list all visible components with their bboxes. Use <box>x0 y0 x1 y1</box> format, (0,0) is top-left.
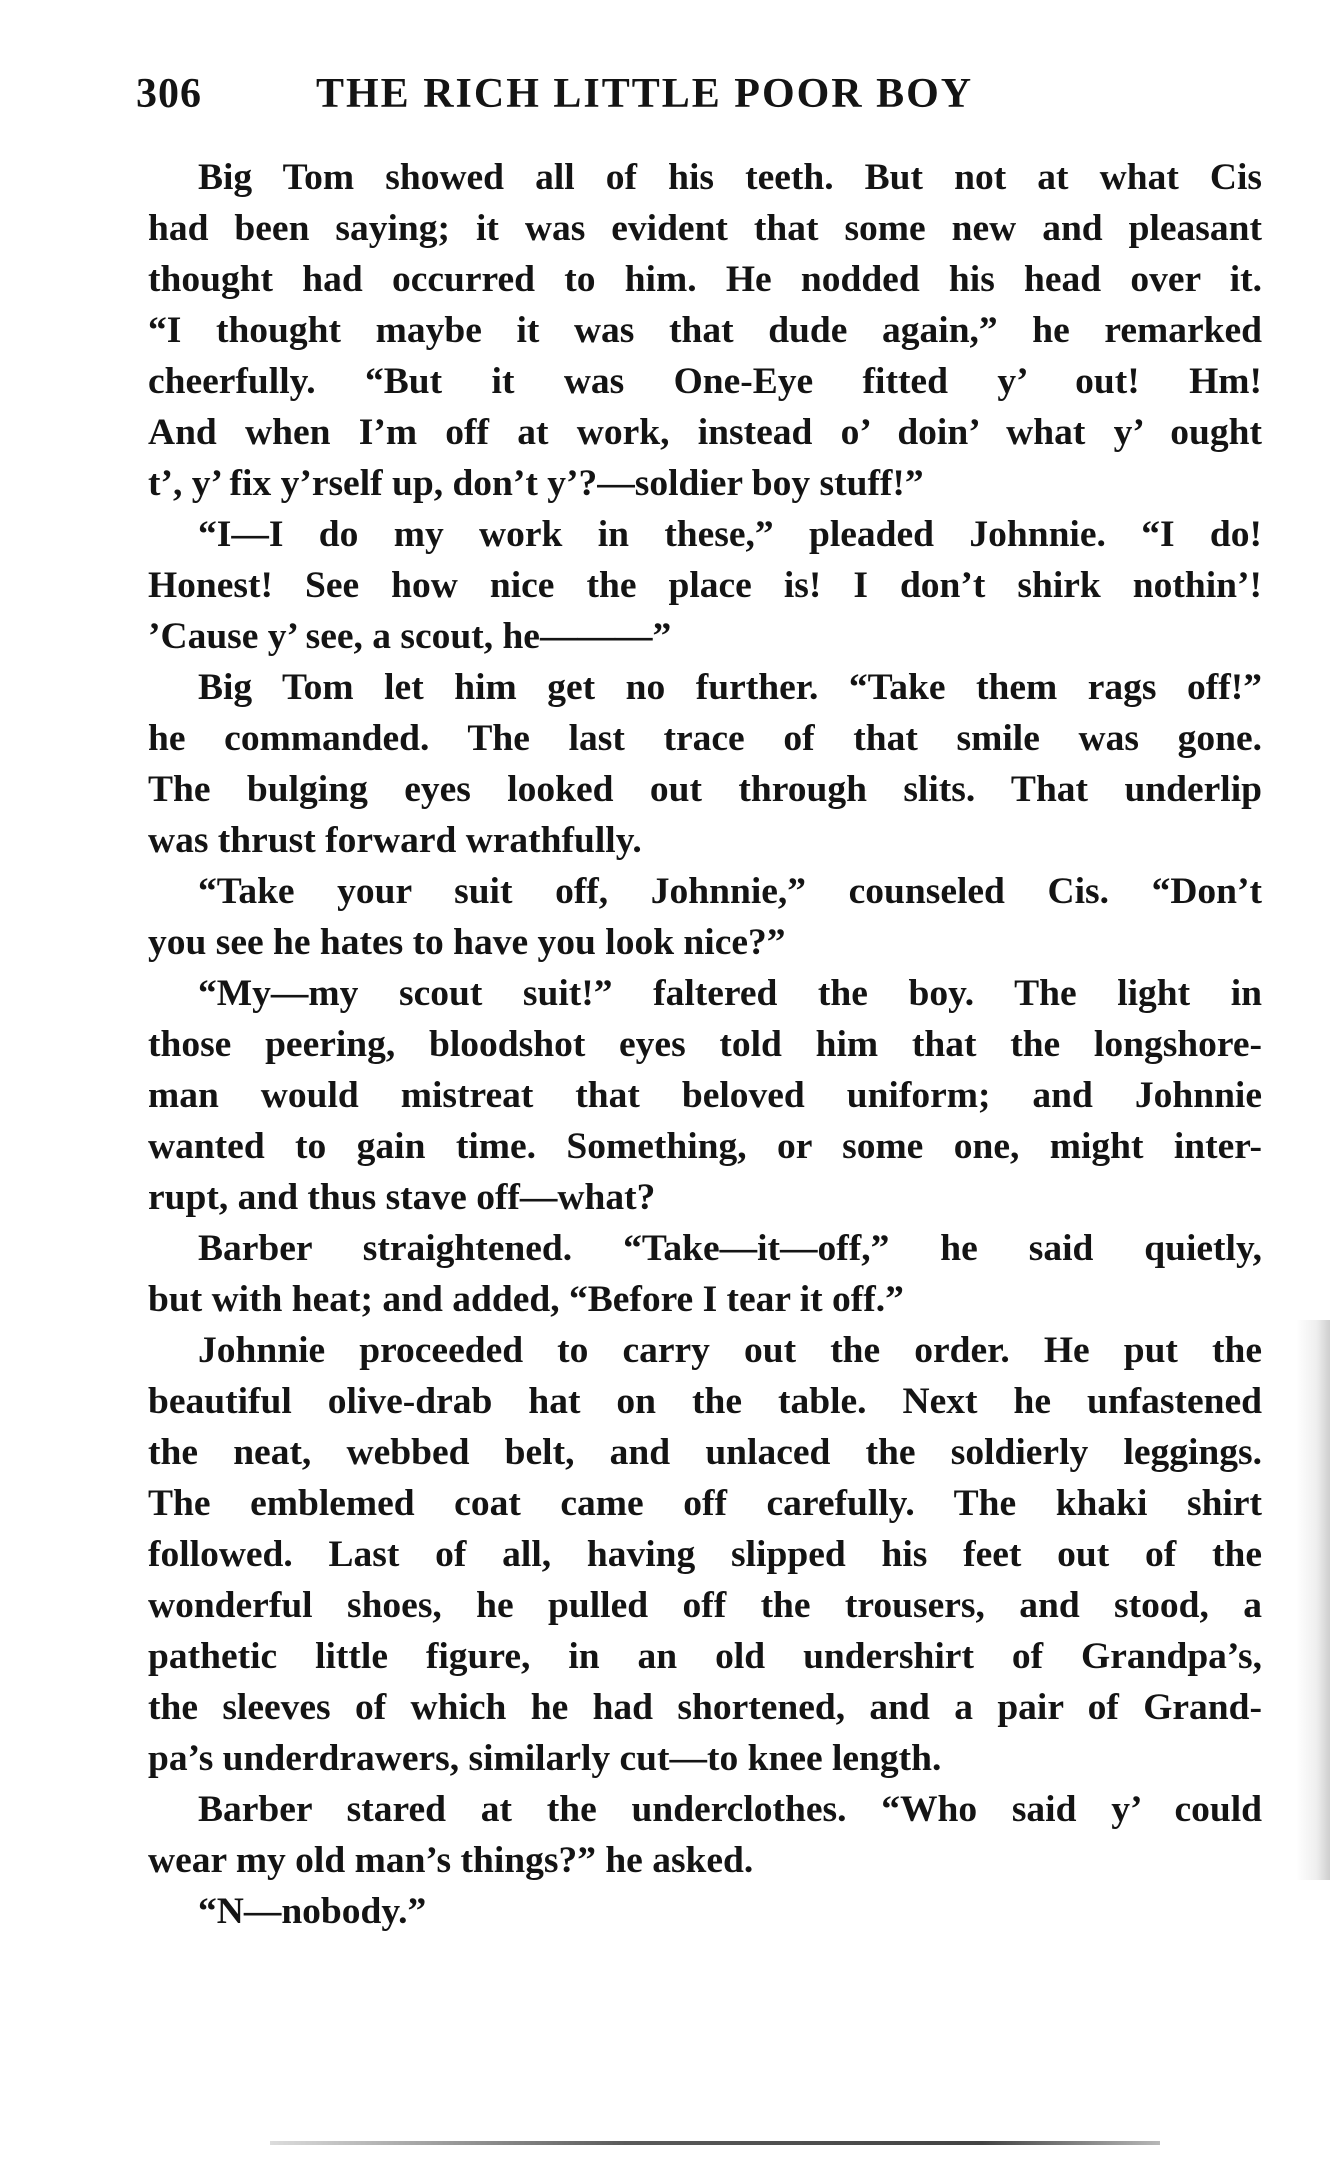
text-line: Big Tom showed all of his teeth. But not at what Cis <box>198 157 1262 198</box>
bottom-scan-edge <box>270 2141 1160 2145</box>
text-line: was thrust forward wrathfully. <box>148 820 642 861</box>
text-line: “N—nobody.” <box>198 1891 427 1932</box>
text-line: “I thought maybe it was that dude again,” he remarked <box>148 310 1262 351</box>
page-edge-shadow <box>1296 1320 1330 1880</box>
text-line: “My—my scout suit!” faltered the boy. The light in <box>198 973 1262 1014</box>
text-line: wonderful shoes, he pulled off the trousers, and stood, a <box>148 1585 1262 1626</box>
text-line: wanted to gain time. Something, or some one, might inter- <box>148 1126 1262 1167</box>
text-line: followed. Last of all, having slipped his feet out of the <box>148 1534 1262 1575</box>
text-line: ’Cause y’ see, a scout, he———” <box>148 616 672 657</box>
text-line: wear my old man’s things?” he asked. <box>148 1840 754 1881</box>
text-line: Barber straightened. “Take—it—off,” he said quietly, <box>198 1228 1262 1269</box>
paragraph-5 <box>148 968 1262 1223</box>
text-line: had been saying; it was evident that some new and pleasant <box>148 208 1262 249</box>
text-line: The emblemed coat came off carefully. The khaki shirt <box>148 1483 1262 1524</box>
paragraph-9 <box>148 1886 1262 1937</box>
paragraph-4 <box>148 866 1262 968</box>
paragraph-3 <box>148 662 1262 866</box>
running-title: THE RICH LITTLE POOR BOY <box>316 71 974 117</box>
text-line: the neat, webbed belt, and unlaced the soldierly leggings. <box>148 1432 1262 1473</box>
text-line: Honest! See how nice the place is! I don’t shirk nothin’! <box>148 565 1262 606</box>
text-line: beautiful olive-drab hat on the table. Next he unfastened <box>148 1381 1262 1422</box>
text-line: “I—I do my work in these,” pleaded Johnnie. “I do! <box>198 514 1262 555</box>
text-line: thought had occurred to him. He nodded his head over it. <box>148 259 1262 300</box>
paragraph-6 <box>148 1223 1262 1325</box>
paragraph-8 <box>148 1784 1262 1886</box>
text-line: but with heat; and added, “Before I tear it off.” <box>148 1279 904 1320</box>
page-header <box>136 66 1266 122</box>
text-line: Barber stared at the underclothes. “Who said y’ could <box>198 1789 1262 1830</box>
text-line: Johnnie proceeded to carry out the order. He put the <box>198 1330 1262 1371</box>
text-line: the sleeves of which he had shortened, and a pair of Grand- <box>148 1687 1262 1728</box>
text-line: you see he hates to have you look nice?” <box>148 922 786 963</box>
text-line: rupt, and thus stave off—what? <box>148 1177 656 1218</box>
text-line: The bulging eyes looked out through slits. That underlip <box>148 769 1262 810</box>
text-line: And when I’m off at work, instead o’ doin’ what y’ ought <box>148 412 1262 453</box>
text-line: those peering, bloodshot eyes told him that the longshore- <box>148 1024 1262 1065</box>
text-line: Big Tom let him get no further. “Take them rags off!” <box>198 667 1262 708</box>
paragraph-2 <box>148 509 1262 662</box>
page-number: 306 <box>136 71 202 117</box>
text-line: pa’s underdrawers, similarly cut—to knee length. <box>148 1738 942 1779</box>
text-line: cheerfully. “But it was One-Eye fitted y’ out! Hm! <box>148 361 1262 402</box>
paragraph-7 <box>148 1325 1262 1784</box>
paragraph-1 <box>148 152 1262 509</box>
text-line: t’, y’ fix y’rself up, don’t y’?—soldier boy stuff!” <box>148 463 924 504</box>
text-line: pathetic little figure, in an old undershirt of Grandpa’s, <box>148 1636 1262 1677</box>
text-line: man would mistreat that beloved uniform; and Johnnie <box>148 1075 1262 1116</box>
text-line: he commanded. The last trace of that smile was gone. <box>148 718 1262 759</box>
body-text <box>148 152 1262 1937</box>
text-line: “Take your suit off, Johnnie,” counseled Cis. “Don’t <box>198 871 1262 912</box>
